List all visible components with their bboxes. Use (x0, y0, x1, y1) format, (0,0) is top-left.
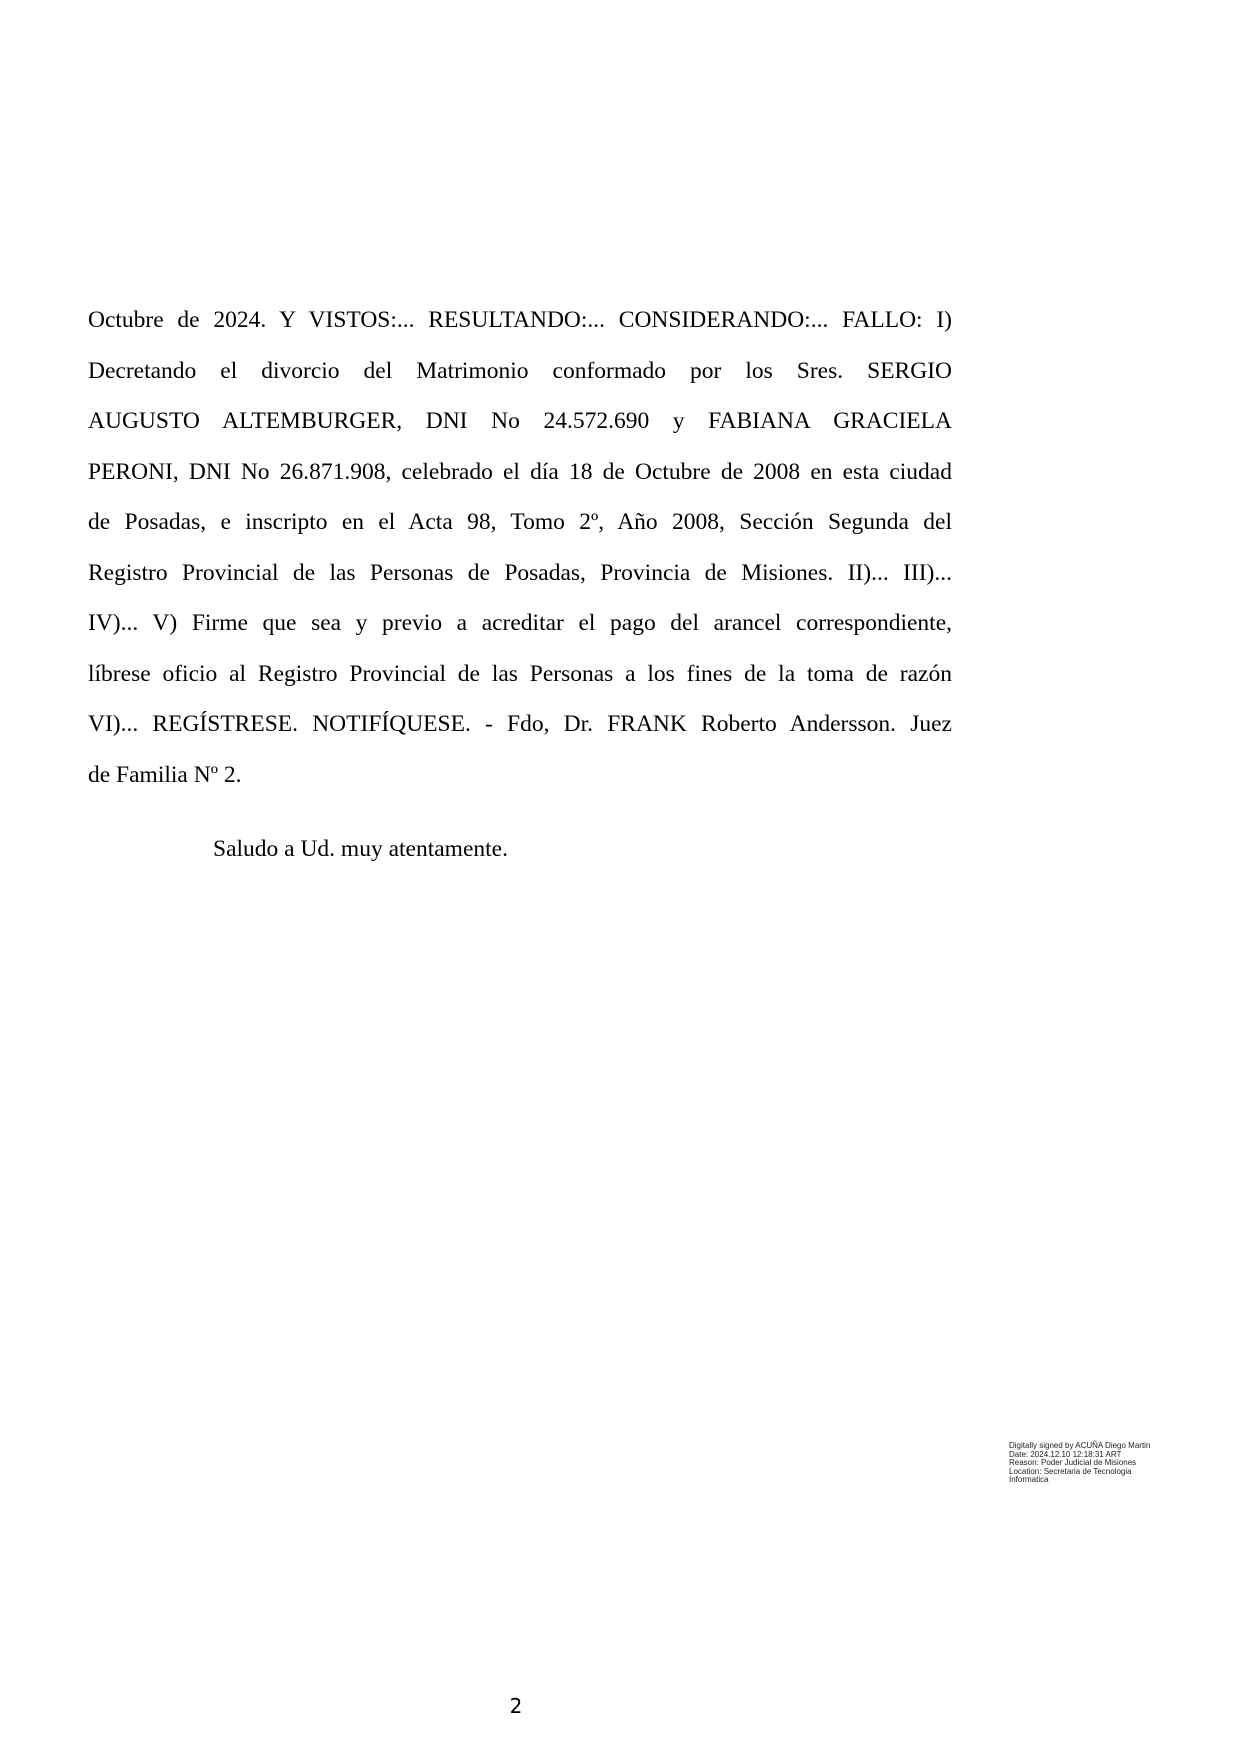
paragraph-line: IV)... V) Firme que sea y previo a acreditar el pago del arancel correspondiente, (88, 610, 952, 636)
paragraph-line: de Posadas, e inscripto en el Acta 98, Tomo 2º, Año 2008, Sección Segunda del (88, 509, 952, 535)
paragraph-line: Registro Provincial de las Personas de Posadas, Provincia de Misiones. II)... III)... (88, 559, 952, 586)
digital-signature-block (1009, 1442, 1209, 1485)
paragraph-line: PERONI, DNI No 26.871.908, celebrado el día 18 de Octubre de 2008 en esta ciudad (88, 458, 952, 485)
paragraph-line: Decretando el divorcio del Matrimonio conformado por los Sres. SERGIO (88, 357, 952, 384)
signature-signed-by: Digitally signed by ACUÑA Diego Martin (1009, 1441, 1151, 1450)
paragraph-line: VI)... REGÍSTRESE. NOTIFÍQUESE. - Fdo, Dr. FRANK Roberto Andersson. Juez (88, 711, 952, 737)
paragraph-line: de Familia Nº 2. (88, 761, 242, 788)
paragraph-line: Octubre de 2024. Y VISTOS:... RESULTANDO:... CONSIDERANDO:... FALLO: I) (88, 307, 952, 333)
paragraph-line: líbrese oficio al Registro Provincial de las Personas a los fines de la toma de razón (88, 660, 952, 687)
signature-date: Date: 2024.12.10 12:18:31 ART (1009, 1449, 1122, 1459)
closing-salutation: Saludo a Ud. muy atentamente. (213, 836, 508, 862)
signature-location: Location: Secretaria de Tecnologia (1009, 1466, 1132, 1476)
signature-location-continued: Informatica (1009, 1475, 1049, 1484)
ruling-paragraph (88, 303, 952, 808)
paragraph-line: AUGUSTO ALTEMBURGER, DNI No 24.572.690 y FABIANA GRACIELA (88, 408, 952, 434)
page-number: 2 (509, 1694, 523, 1718)
signature-reason: Reason: Poder Judicial de Misiones (1009, 1458, 1137, 1467)
